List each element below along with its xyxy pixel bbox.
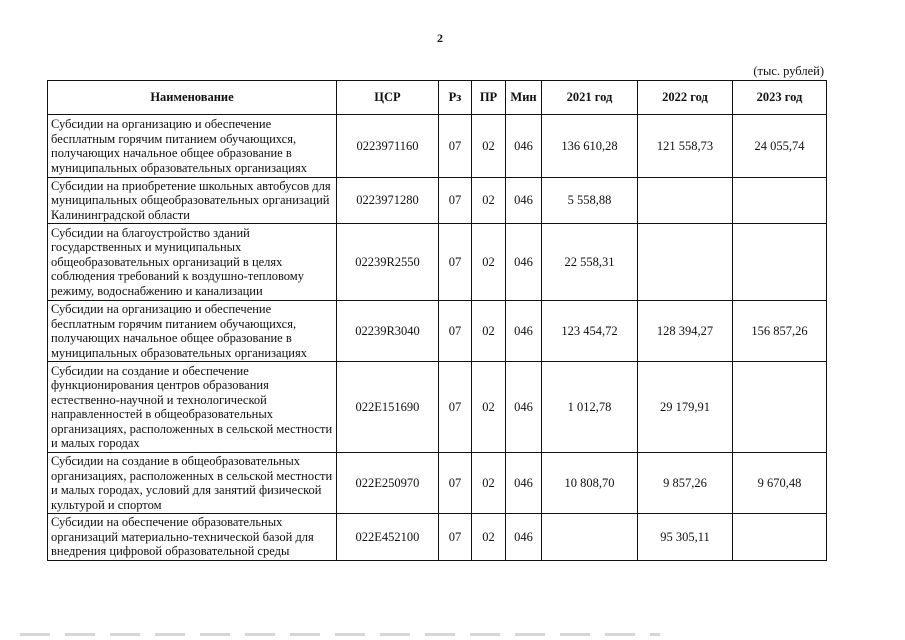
cell-pr: 02 [472, 115, 506, 178]
cell-csr: 0223971280 [337, 178, 439, 224]
cell-2022: 29 179,91 [638, 362, 733, 453]
cell-min: 046 [506, 178, 542, 224]
cell-2021: 10 808,70 [542, 453, 638, 514]
cell-name: Субсидии на организацию и обеспечение бесплатным горячим питанием обучающихся, получающих начальное общее образование в муниципальных образовательных организациях [48, 115, 337, 178]
table-row [48, 514, 827, 561]
page-number: 2 [437, 31, 443, 45]
cell-2021: 1 012,78 [542, 362, 638, 453]
cell-2022: 95 305,11 [638, 514, 733, 561]
cell-pr: 02 [472, 301, 506, 362]
cell-min: 046 [506, 301, 542, 362]
cell-name: Субсидии на благоустройство зданий государственных и муниципальных общеобразовательных организаций в целях соблюдения требований к воздушно-тепловому режиму, водоснабжению и канализации [48, 224, 337, 301]
table-row [48, 178, 827, 224]
cell-name: Субсидии на создание в общеобразовательных организациях, расположенных в сельской местности и малых городах, условий для занятий физической культурой и спортом [48, 453, 337, 514]
cell-2021: 22 558,31 [542, 224, 638, 301]
cell-pr: 02 [472, 362, 506, 453]
cell-name: Субсидии на обеспечение образовательных организаций материально-технической базой для внедрения цифровой образовательной среды [48, 514, 337, 561]
cell-2021: 123 454,72 [542, 301, 638, 362]
cell-rz: 07 [439, 301, 472, 362]
cell-rz: 07 [439, 514, 472, 561]
header-name: Наименование [48, 81, 337, 115]
cell-2023 [733, 362, 827, 453]
cell-rz: 07 [439, 453, 472, 514]
cell-2022: 9 857,26 [638, 453, 733, 514]
cell-csr: 022E452100 [337, 514, 439, 561]
table-header-row [48, 81, 827, 115]
subsidies-table [47, 80, 827, 561]
cell-csr: 02239R3040 [337, 301, 439, 362]
cell-min: 046 [506, 115, 542, 178]
cell-rz: 07 [439, 115, 472, 178]
cell-rz: 07 [439, 362, 472, 453]
cell-min: 046 [506, 514, 542, 561]
cell-2021: 5 558,88 [542, 178, 638, 224]
header-min: Мин [506, 81, 542, 115]
cell-2023 [733, 178, 827, 224]
cell-min: 046 [506, 453, 542, 514]
cell-csr: 02239R2550 [337, 224, 439, 301]
cell-pr: 02 [472, 224, 506, 301]
cell-2021: 136 610,28 [542, 115, 638, 178]
table-row [48, 362, 827, 453]
header-csr: ЦСР [337, 81, 439, 115]
cell-2021 [542, 514, 638, 561]
table-row [48, 224, 827, 301]
cell-pr: 02 [472, 453, 506, 514]
cell-csr: 022E151690 [337, 362, 439, 453]
header-2022: 2022 год [638, 81, 733, 115]
units-label: (тыс. рублей) [753, 64, 824, 78]
cell-name: Субсидии на приобретение школьных автобусов для муниципальных общеобразовательных организаций Калининградской области [48, 178, 337, 224]
header-pr: ПР [472, 81, 506, 115]
cell-2023: 156 857,26 [733, 301, 827, 362]
cell-rz: 07 [439, 178, 472, 224]
cell-2022 [638, 178, 733, 224]
cell-2022: 121 558,73 [638, 115, 733, 178]
cell-csr: 0223971160 [337, 115, 439, 178]
cell-2023 [733, 224, 827, 301]
cell-2022: 128 394,27 [638, 301, 733, 362]
cell-2022 [638, 224, 733, 301]
cell-rz: 07 [439, 224, 472, 301]
header-2023: 2023 год [733, 81, 827, 115]
table-row [48, 115, 827, 178]
cell-pr: 02 [472, 514, 506, 561]
cell-2023: 9 670,48 [733, 453, 827, 514]
cell-name: Субсидии на создание и обеспечение функционирования центров образования естественно-научной и технологической направленностей в общеобразовательных организациях, расположенных в сельской местности и малых городах [48, 362, 337, 453]
scan-artifact-line [20, 633, 660, 636]
cell-min: 046 [506, 362, 542, 453]
cell-min: 046 [506, 224, 542, 301]
table-row [48, 301, 827, 362]
cell-2023: 24 055,74 [733, 115, 827, 178]
table-row [48, 453, 827, 514]
cell-csr: 022E250970 [337, 453, 439, 514]
cell-pr: 02 [472, 178, 506, 224]
cell-2023 [733, 514, 827, 561]
cell-name: Субсидии на организацию и обеспечение бесплатным горячим питанием обучающихся, получающих начальное общее образование в муниципальных образовательных организациях [48, 301, 337, 362]
header-rz: Рз [439, 81, 472, 115]
header-2021: 2021 год [542, 81, 638, 115]
